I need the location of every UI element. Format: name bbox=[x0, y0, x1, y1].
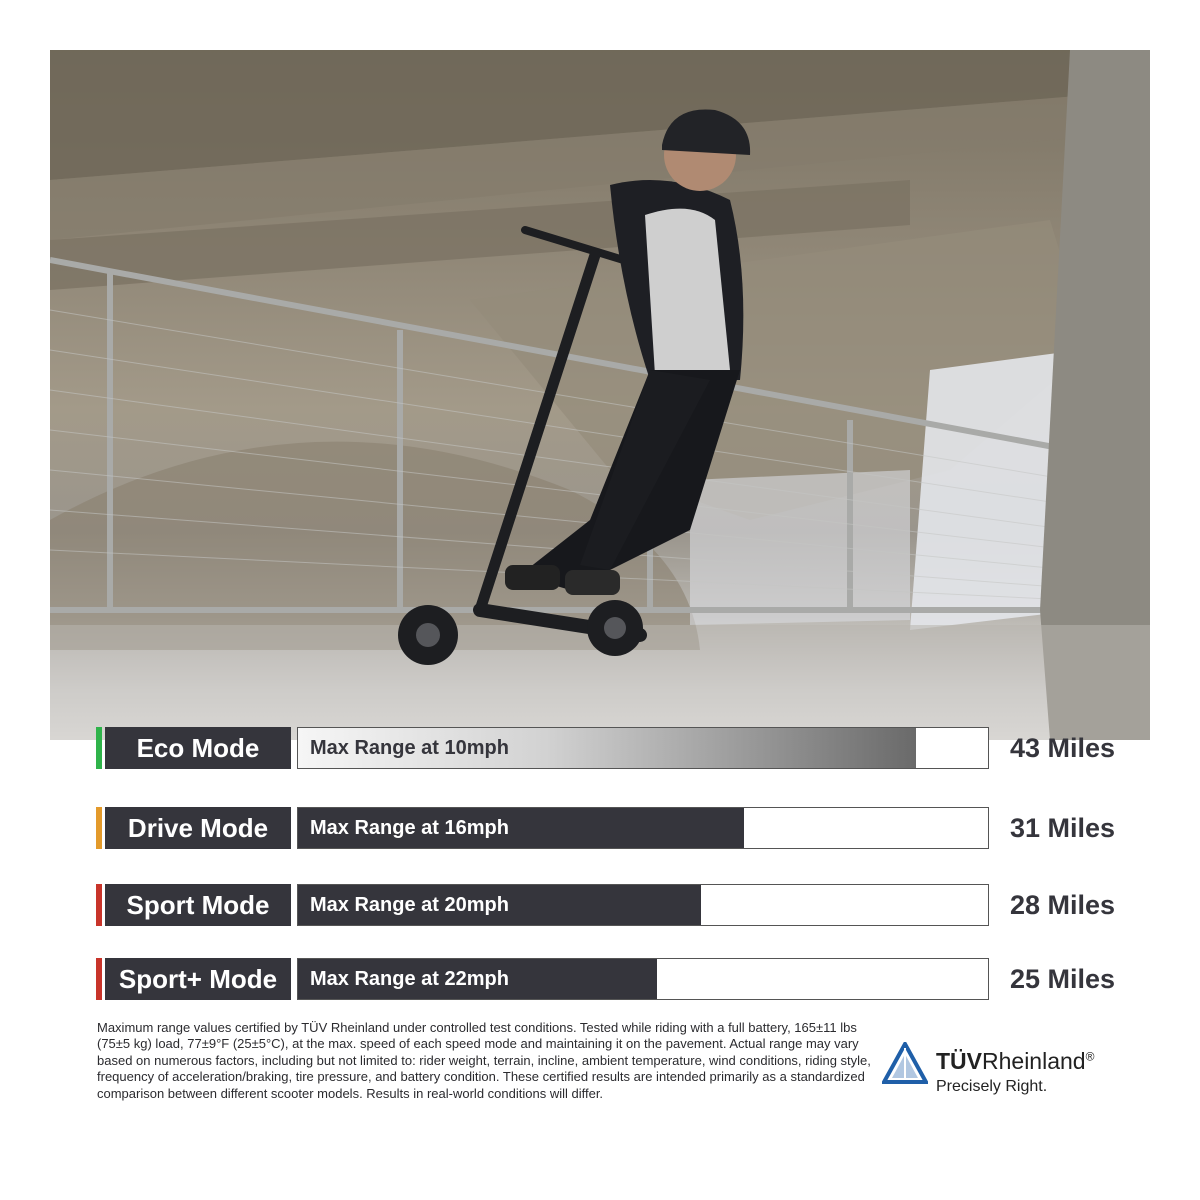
mode-label: Eco Mode bbox=[105, 727, 291, 769]
range-bar bbox=[297, 807, 989, 849]
mode-label: Drive Mode bbox=[105, 807, 291, 849]
mode-accent bbox=[96, 807, 102, 849]
mode-row-eco bbox=[96, 727, 1116, 769]
mode-accent bbox=[96, 884, 102, 926]
tuv-name-rest: Rheinland bbox=[982, 1048, 1086, 1074]
tuv-triangle-icon bbox=[882, 1042, 928, 1084]
range-bar-text: Max Range at 22mph bbox=[310, 968, 509, 990]
tuv-slogan: Precisely Right. bbox=[936, 1078, 1048, 1095]
range-miles: 43 Miles bbox=[1010, 733, 1116, 763]
mode-label: Sport+ Mode bbox=[105, 958, 291, 1000]
range-bar bbox=[297, 958, 989, 1000]
range-bar-text: Max Range at 20mph bbox=[310, 894, 509, 916]
mode-accent bbox=[96, 727, 102, 769]
range-miles: 31 Miles bbox=[1010, 813, 1116, 843]
range-miles: 28 Miles bbox=[1010, 890, 1116, 920]
range-miles: 25 Miles bbox=[1010, 964, 1116, 994]
mode-label: Sport Mode bbox=[105, 884, 291, 926]
range-bar bbox=[297, 884, 989, 926]
range-bar-text: Max Range at 16mph bbox=[310, 817, 509, 839]
registered-mark: ® bbox=[1085, 1049, 1095, 1064]
mode-row-drive bbox=[96, 807, 1116, 849]
mode-row-sport bbox=[96, 884, 1116, 926]
range-bar-text: Max Range at 10mph bbox=[310, 737, 509, 759]
tuv-name bbox=[936, 1048, 1094, 1075]
mode-row-sport-plus bbox=[96, 958, 1116, 1000]
disclaimer-text: Maximum range values certified by TÜV Rheinland under controlled test conditions. Tested while riding with a full battery, 165±11 lbs (75±5 kg) load, 77±9°F (25±5°C), at the max. speed of each speed mode and maintaining it on the pavement. Actual range may vary based on numerous factors, including but not limited to: rider weight, terrain, incline, ambient temperature, wind conditions, riding style, frequency of acceleration/braking, tire pressure, and battery condition. These certified results are intended primarily as a standardized comparison between different scooter models. Results in real-world conditions will differ. bbox=[97, 1020, 871, 1101]
mode-accent bbox=[96, 958, 102, 1000]
hero-photo bbox=[50, 50, 1150, 740]
tuv-logo bbox=[882, 1038, 1142, 1108]
tuv-name-bold: TÜV bbox=[936, 1048, 982, 1074]
range-bar bbox=[297, 727, 989, 769]
rider-scene-illustration bbox=[50, 50, 1150, 740]
